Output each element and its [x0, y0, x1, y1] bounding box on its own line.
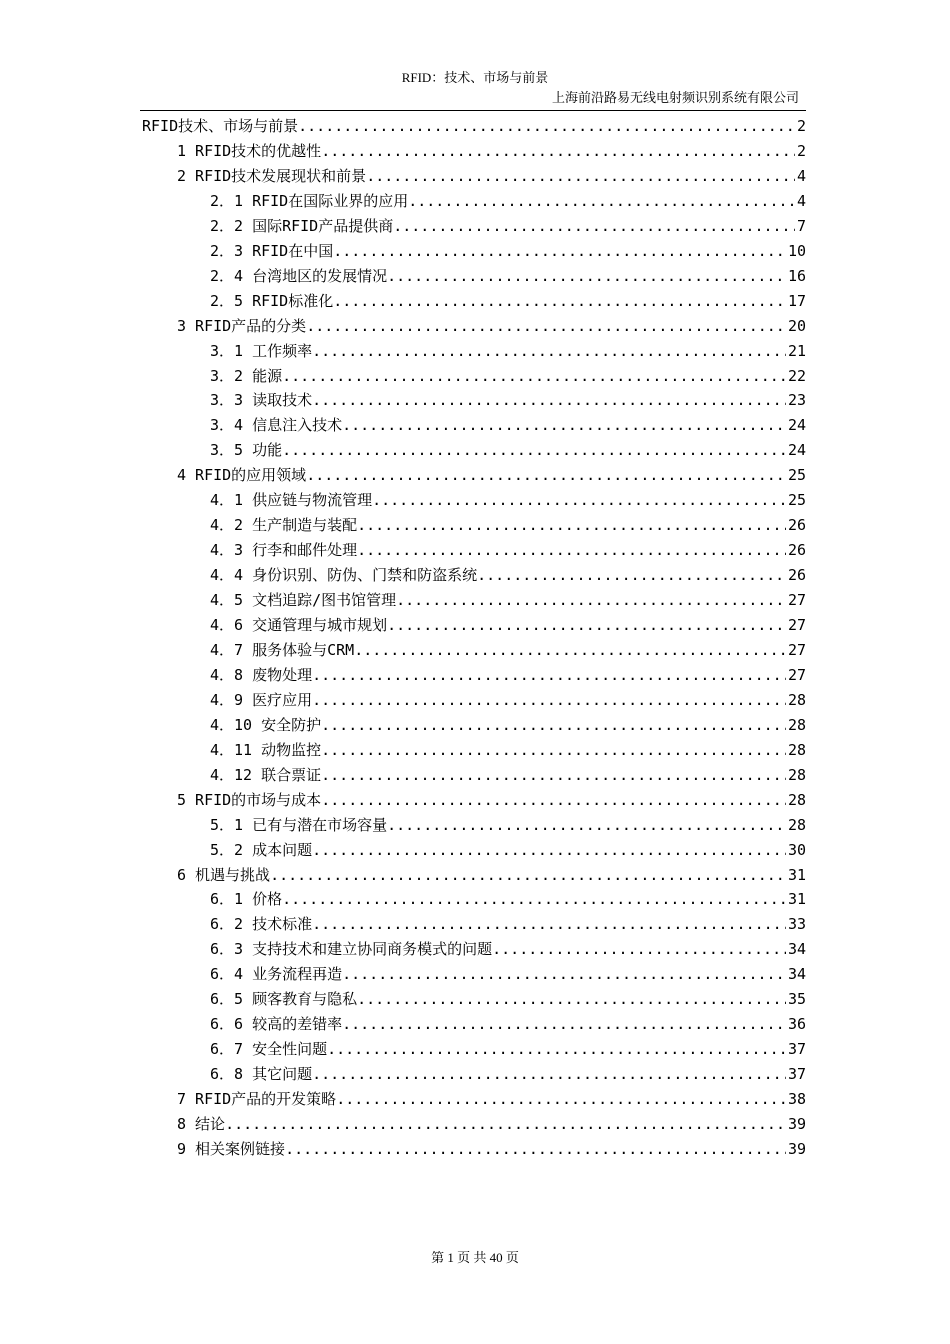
toc-entry-title: 8 结论 [177, 1115, 226, 1133]
toc-entry-title: 3．5 功能 [210, 441, 283, 460]
toc-entry[interactable] [210, 590, 806, 610]
toc-entry[interactable] [210, 390, 806, 410]
toc-page-number: 4 [796, 191, 806, 210]
toc-dot-leader [387, 815, 786, 835]
toc-entry-title: 6．3 支持技术和建立协同商务模式的问题 [210, 940, 493, 959]
toc-entry[interactable] [210, 490, 806, 510]
toc-dot-leader [282, 889, 786, 909]
toc-dot-leader [342, 415, 786, 435]
toc-dot-leader [327, 1039, 786, 1059]
toc-entry[interactable] [210, 540, 806, 560]
toc-dot-leader [312, 840, 786, 860]
toc-entry[interactable] [177, 1114, 806, 1134]
toc-entry-title: 3．4 信息注入技术 [210, 416, 343, 435]
toc-dot-leader [321, 715, 786, 735]
toc-entry-title: 2．2 国际RFID产品提供商 [210, 216, 394, 235]
toc-page-number: 30 [787, 840, 806, 859]
toc-page-number: 39 [787, 1139, 806, 1158]
toc-page-number: 31 [787, 890, 806, 909]
toc-page-number: 28 [787, 740, 806, 759]
toc-entry[interactable] [210, 715, 806, 735]
toc-dot-leader [298, 116, 795, 136]
toc-dot-leader [333, 291, 786, 311]
toc-entry[interactable] [210, 690, 806, 710]
toc-dot-leader [366, 166, 795, 186]
toc-dot-leader [408, 191, 795, 211]
toc-entry-title: 4．9 医疗应用 [210, 690, 313, 709]
toc-entry[interactable] [210, 640, 806, 660]
toc-entry-title: 2．4 台湾地区的发展情况 [210, 266, 388, 285]
toc-page-number: 28 [787, 690, 806, 709]
toc-entry[interactable] [210, 765, 806, 785]
toc-dot-leader [393, 216, 795, 236]
toc-page-number: 37 [787, 1065, 806, 1084]
toc-page-number: 25 [787, 491, 806, 510]
toc-dot-leader [306, 465, 786, 485]
toc-page-number: 16 [787, 266, 806, 285]
toc-dot-leader [321, 740, 786, 760]
toc-entry[interactable] [210, 565, 806, 585]
toc-entry-title: 2．5 RFID标准化 [210, 291, 334, 310]
toc-dot-leader [282, 366, 786, 386]
toc-entry[interactable] [210, 840, 806, 860]
toc-dot-leader [336, 1089, 786, 1109]
toc-dot-leader [492, 939, 786, 959]
toc-dot-leader [333, 241, 786, 261]
toc-page-number: 26 [787, 541, 806, 560]
toc-entry[interactable] [210, 914, 806, 934]
toc-page-number: 4 [796, 166, 806, 185]
toc-dot-leader [372, 490, 786, 510]
toc-entry-title: 4．12 联合票证 [210, 765, 322, 784]
toc-page-number: 31 [787, 865, 806, 884]
toc-entry-title: 2．3 RFID在中国 [210, 241, 334, 260]
toc-dot-leader [282, 440, 786, 460]
toc-entry[interactable] [210, 740, 806, 760]
toc-entry-title: RFID技术、市场与前景 [142, 117, 299, 135]
toc-entry-title: 4．6 交通管理与城市规划 [210, 616, 388, 634]
toc-dot-leader [306, 316, 786, 336]
toc-page-number: 20 [787, 316, 806, 335]
toc-dot-leader [225, 1114, 786, 1134]
toc-entry-title: 4．7 服务体验与CRM [210, 640, 355, 659]
toc-entry-title: 7 RFID产品的开发策略 [177, 1090, 337, 1109]
toc-entry[interactable] [210, 615, 806, 635]
toc-page-number: 2 [796, 141, 806, 160]
toc-entry[interactable] [210, 989, 806, 1009]
toc-page-number: 21 [787, 341, 806, 360]
toc-page-number: 25 [787, 466, 806, 485]
toc-page-number: 26 [787, 566, 806, 585]
toc-entry-title: 6．8 其它问题 [210, 1065, 313, 1084]
toc-entry[interactable] [210, 665, 806, 685]
toc-page-number: 37 [787, 1040, 806, 1059]
toc-page-number: 27 [787, 640, 806, 659]
toc-page-number: 36 [787, 1015, 806, 1034]
toc-entry[interactable] [210, 1039, 806, 1059]
toc-dot-leader [312, 341, 786, 361]
toc-dot-leader [312, 1064, 786, 1084]
toc-dot-leader [387, 615, 786, 635]
toc-entry[interactable] [210, 964, 806, 984]
toc-entry[interactable] [210, 341, 806, 361]
toc-entry-title: 6 机遇与挑战 [177, 865, 271, 884]
toc-page-number: 34 [787, 940, 806, 959]
toc-entry-title: 3．3 读取技术 [210, 391, 313, 410]
toc-entry-title: 3．1 工作频率 [210, 341, 313, 360]
toc-page-number: 28 [787, 790, 806, 809]
toc-dot-leader [354, 640, 786, 660]
toc-entry-title: 4．3 行李和邮件处理 [210, 541, 358, 560]
toc-page-number: 28 [787, 815, 806, 834]
toc-dot-leader [396, 590, 786, 610]
toc-entry-title: 4．2 生产制造与装配 [210, 516, 358, 535]
toc-entry[interactable] [210, 241, 806, 261]
toc-entry[interactable] [210, 1064, 806, 1084]
header-company: 上海前沿路易无线电射频识别系统有限公司 [551, 90, 799, 105]
toc-dot-leader [357, 540, 786, 560]
toc-entry-title: 4 RFID的应用领域 [177, 466, 307, 485]
toc-entry[interactable] [210, 216, 806, 236]
toc-entry-title: 6．2 技术标准 [210, 915, 313, 934]
toc-entry[interactable] [210, 291, 806, 311]
toc-entry-title: 5．1 已有与潜在市场容量 [210, 815, 388, 834]
toc-entry[interactable] [210, 366, 806, 386]
toc-entry[interactable] [177, 316, 806, 336]
toc-dot-leader [477, 565, 786, 585]
toc-entry[interactable] [177, 465, 806, 485]
toc-entry[interactable] [210, 815, 806, 835]
toc-page-number: 24 [787, 416, 806, 435]
toc-entry[interactable] [210, 1014, 806, 1034]
toc-page-number: 39 [787, 1115, 806, 1133]
toc-entry[interactable] [210, 415, 806, 435]
toc-page-number: 28 [787, 765, 806, 784]
toc-entry[interactable] [177, 141, 806, 161]
toc-entry-title: 6．1 价格 [210, 890, 283, 909]
toc-page-number: 27 [787, 616, 806, 634]
toc-entry[interactable] [142, 116, 806, 136]
toc-entry-title: 3．2 能源 [210, 366, 283, 385]
toc-dot-leader [357, 989, 786, 1009]
toc-page-number: 34 [787, 965, 806, 984]
toc-dot-leader [321, 790, 786, 810]
toc-entry-title: 5 RFID的市场与成本 [177, 790, 322, 809]
toc-page-number: 28 [787, 715, 806, 734]
toc-entry-title: 4．1 供应链与物流管理 [210, 491, 373, 510]
toc-entry[interactable] [210, 515, 806, 535]
toc-entry-title: 4．11 动物监控 [210, 740, 322, 759]
toc-dot-leader [387, 266, 786, 286]
toc-dot-leader [321, 765, 786, 785]
toc-entry-title: 6．5 顾客教育与隐私 [210, 990, 358, 1009]
toc-dot-leader [342, 964, 786, 984]
toc-entry[interactable] [177, 1139, 806, 1159]
toc-dot-leader [312, 690, 786, 710]
toc-entry[interactable] [177, 790, 806, 810]
toc-entry-title: 2．1 RFID在国际业界的应用 [210, 191, 409, 210]
toc-entry[interactable] [177, 1089, 806, 1109]
toc-page-number: 26 [787, 516, 806, 535]
toc-entry-title: 4．8 废物处理 [210, 665, 313, 684]
toc-entry-title: 1 RFID技术的优越性 [177, 141, 322, 160]
toc-entry[interactable] [210, 191, 806, 211]
toc-page-number: 7 [796, 216, 806, 235]
toc-dot-leader [312, 390, 786, 410]
toc-page-number: 27 [787, 591, 806, 610]
toc-entry[interactable] [177, 865, 806, 885]
toc-page-number: 38 [787, 1090, 806, 1109]
toc-dot-leader [312, 914, 786, 934]
toc-dot-leader [285, 1139, 786, 1159]
toc-entry-title: 9 相关案例链接 [177, 1139, 286, 1158]
header-title: RFID：技术、市场与前景 [401, 70, 549, 85]
toc-dot-leader [321, 141, 795, 161]
toc-dot-leader [270, 865, 786, 885]
toc-entry-title: 6．7 安全性问题 [210, 1040, 328, 1059]
toc-entry[interactable] [210, 440, 806, 460]
toc-page-number: 2 [796, 117, 806, 135]
toc-page-number: 10 [787, 241, 806, 260]
page-footer: 第 1 页 共 40 页 [431, 1250, 519, 1265]
toc-entry-title: 6．4 业务流程再造 [210, 965, 343, 984]
toc-entry[interactable] [177, 166, 806, 186]
toc-page-number: 35 [787, 990, 806, 1009]
toc-entry-title: 4．10 安全防护 [210, 715, 322, 734]
toc-dot-leader [357, 515, 786, 535]
toc-page-number: 33 [787, 915, 806, 934]
header-rule [140, 110, 806, 111]
toc-entry-title: 5．2 成本问题 [210, 840, 313, 859]
toc-dot-leader [342, 1014, 786, 1034]
toc-entry-title: 6．6 较高的差错率 [210, 1015, 343, 1034]
toc-entry-title: 4．4 身份识别、防伪、门禁和防盗系统 [210, 566, 478, 585]
toc-page-number: 24 [787, 441, 806, 460]
toc-entry[interactable] [210, 939, 806, 959]
toc-page-number: 27 [787, 665, 806, 684]
toc-entry-title: 4．5 文档追踪/图书馆管理 [210, 591, 397, 610]
toc-entry[interactable] [210, 266, 806, 286]
toc-entry-title: 3 RFID产品的分类 [177, 316, 307, 335]
toc-entry-title: 2 RFID技术发展现状和前景 [177, 166, 367, 185]
toc-page-number: 17 [787, 291, 806, 310]
toc-page-number: 22 [787, 366, 806, 385]
toc-entry[interactable] [210, 889, 806, 909]
toc-page-number: 23 [787, 391, 806, 410]
toc-dot-leader [312, 665, 786, 685]
